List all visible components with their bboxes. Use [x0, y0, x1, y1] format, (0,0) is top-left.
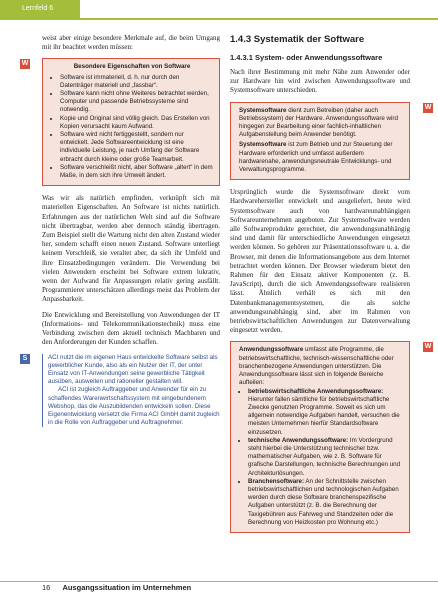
page-number: 16 — [42, 583, 51, 592]
list-item — [248, 388, 403, 437]
footer-title: Ausgangssituation im Unternehmen — [62, 583, 192, 592]
intro-paragraph: weist aber einige besondere Merkmale auf, die beim Umgang mit ihr beachtet werden müssen: — [42, 34, 220, 52]
body-paragraph: Die Entwicklung und Bereitstellung von Anwendungen der IT (Informations- und Telekommunikationstechnik) muss eine Verbindung zwischen dem aktuell technisch Machbaren und den Anforderungen der Kunden schaffen. — [42, 310, 220, 347]
right-column — [230, 34, 432, 541]
subsection-heading: 1.4.3.1 System- oder Anwendungssoftware — [230, 53, 383, 62]
scenario-paragraph: ACI nutzt die im eigenen Haus entwickelte Software selbst als gewerblicher Kunde, also als ein Nutzer der IT, der unter Einsatz von IT-Anwendungen seine gewerbliche Tätigkeit ausüben, ausweiten und rationeller gestalten will. — [48, 353, 218, 386]
header-rule — [0, 18, 438, 20]
list-item: • Software verschleißt nicht, aber Software „altert“ in dem Maße, in dem sich ihre Umwelt ändert. — [60, 164, 213, 180]
box-text: ist zum Betrieb und zur Steuerung der Hardware erforderlich und umfasst außerdem hardwarenahe, anwendungsneutrale Entwicklungs- und Verwaltungsprogramme. — [239, 141, 393, 174]
properties-list — [51, 74, 213, 181]
section-heading: 1.4.3 Systematik der Software — [230, 34, 365, 45]
page-footer — [42, 583, 191, 592]
systemsoftware-box — [230, 102, 432, 181]
list-item: • Software kann nicht ohne Weiteres betrachtet werden, Computer und passende Betriebssysteme sind notwendig. — [60, 90, 213, 115]
list-item: • Kopie und Original sind völlig gleich. Das Erstellen von Kopien verursacht kaum Aufwand. — [60, 115, 213, 131]
list-item: • Software ist immateriell, d. h. nur durch den Datenträger materiell und „fassbar“. — [60, 74, 213, 90]
list-item: • Software wird nicht fertiggestellt, sondern nur entwickelt. Jede Softwareentwicklung ist eine individuelle Leistung, je nach Umfang der Software erbracht durch kleine oder große Teamarbeit. — [60, 131, 213, 164]
box-text: dient zum Betreiben (daher auch Betriebssystem) der Hardware. Anwendungssoftware wird hingegen zur Bearbeitung einer fachlich-inhaltlichen Aufgabenstellung beim Anwender benötigt. — [239, 106, 398, 139]
term: Systemsoftware — [239, 106, 287, 114]
properties-box-title: Besondere Eigenschaften von Software — [73, 63, 191, 71]
scenario-block — [22, 353, 220, 428]
w-marker-icon: W — [424, 343, 432, 351]
properties-box — [21, 58, 220, 186]
term: Anwendungssoftware — [239, 346, 304, 354]
body-paragraph: Nach ihrer Bestimmung mit mehr Nähe zum Anwender oder zur Hardware hin wird zwischen Anwendungssoftware und Systemsoftware unterschieden. — [230, 68, 410, 95]
box-paragraph — [239, 107, 403, 140]
body-paragraph: Ursprünglich wurde die Systemsoftware direkt vom Hardwarehersteller entwickelt und ausgeliefert, heute wird Systemsoftware auch von hardwareunabhängigen Softwareunternehmen angeboten. Zur Systemsoftware werden alle Softwareprodukte gerechnet, die anwendungsunabhängig sind und damit für unterschiedliche Anwendungen eingesetzt werden können. So gehören zur Präsentationssoftware u. a. die Browser, mit denen die Informationsangebote aus dem Internet betrachtet werden können. Der Browser wiederum bietet den Rahmen für den Einsatz aktiver Komponenten (z. B. JavaScript), durch die sich Anwendungssoftware realisieren lässt. Ähnlich verhält es sich mit den Datenbankmanagementsystemen, die als solche anwendungsunabhängig sind, aber im Rahmen von betriebswirtschaftlichen Anwendungen zur Datenverwaltung eingesetzt werden. — [230, 188, 410, 335]
anwendungssoftware-box — [230, 341, 432, 532]
box-text: Hierunter fallen sämtliche für betriebswirtschaftliche Zwecke genutzten Programme. Soweit es sich um allgemein notwendige Aufgaben handelt, versuchen die meisten Unternehmen hierfür Standardsoftware einzusetzen. — [248, 395, 400, 436]
box-paragraph — [239, 141, 403, 174]
list-item — [248, 437, 403, 478]
s-marker-icon: S — [20, 354, 30, 364]
box-paragraph — [239, 346, 403, 387]
box-text: An der Schnittstelle zwischen betriebswirtschaftlichen und technologischen Aufgaben werden durch diese Software branchenspezifische Aufgaben unterstützt (z. B. die Berechnung der Taxigebühren aus Fahrweg und Standzeiten oder die Berechnung von Heizkosten pro Wohnung etc.) — [248, 477, 399, 526]
term: Branchensoftware: — [248, 477, 305, 485]
w-marker-icon: W — [21, 60, 29, 68]
term: Systemsoftware — [239, 141, 287, 149]
term: technische Anwendungssoftware: — [248, 436, 349, 444]
box-text: Im Vordergrund steht hierbei die Unterstützung technischer bzw. mathematischer Aufgaben, wie z. B. Software für grafische Darstellungen, technische Berechnungen und Architekturlösungen. — [248, 436, 401, 477]
body-paragraph: Was wir als natürlich empfinden, verknüpft sich mit materiellen Eigenschaften. An Software ist nichts natürlich. Erfahrungen aus der natürlichen Welt sind auf die Software nicht übertragbar, werden aber dennoch ständig übertragen. Zum Beispiel stellt die Wartung nicht den alten Zustand wieder her, sondern schafft einen neuen Zustand. Software unterliegt keinem Verschleiß, sie veraltet aber, da sich ihr Umfeld und ihre Einsatzbedingungen verändern. Die Verwendung bei vielen Anwendern erscheint bei Software extrem lukrativ, wenn der Aufwand für Anpassungen relativ gering ausfällt. Programmierer unterschätzen allerdings meist das Problem der Anpassbarkeit. — [42, 194, 220, 304]
term: betriebswirtschaftliche Anwendungssoftware: — [248, 387, 384, 395]
scenario-paragraph: ACI ist zugleich Auftraggeber und Anwender für ein zu schaffendes Warenwirtschaftssystem mit eingebundenem Webshop, das die Auszubildenden entwickeln sollen. Diese Eigenentwicklung versetzt die Firma ACI GmbH damit zugleich in die Rolle von Auftraggeber und Auftragnehmer. — [48, 386, 220, 427]
software-areas-list — [239, 388, 403, 527]
list-item — [248, 478, 403, 527]
box-text: umfasst alle Programme, die betriebswirtschaftliche, technisch-wissenschaftliche oder branchenbezogene Anwendungen unterstützen. Die Anwendungssoftware lässt sich in folgende Bereiche aufteilen: — [239, 346, 394, 387]
footer-rule — [0, 581, 438, 582]
w-marker-icon: W — [424, 103, 432, 111]
lernfeld-tab: Lernfeld 6 — [0, 0, 80, 18]
left-column — [21, 34, 220, 427]
